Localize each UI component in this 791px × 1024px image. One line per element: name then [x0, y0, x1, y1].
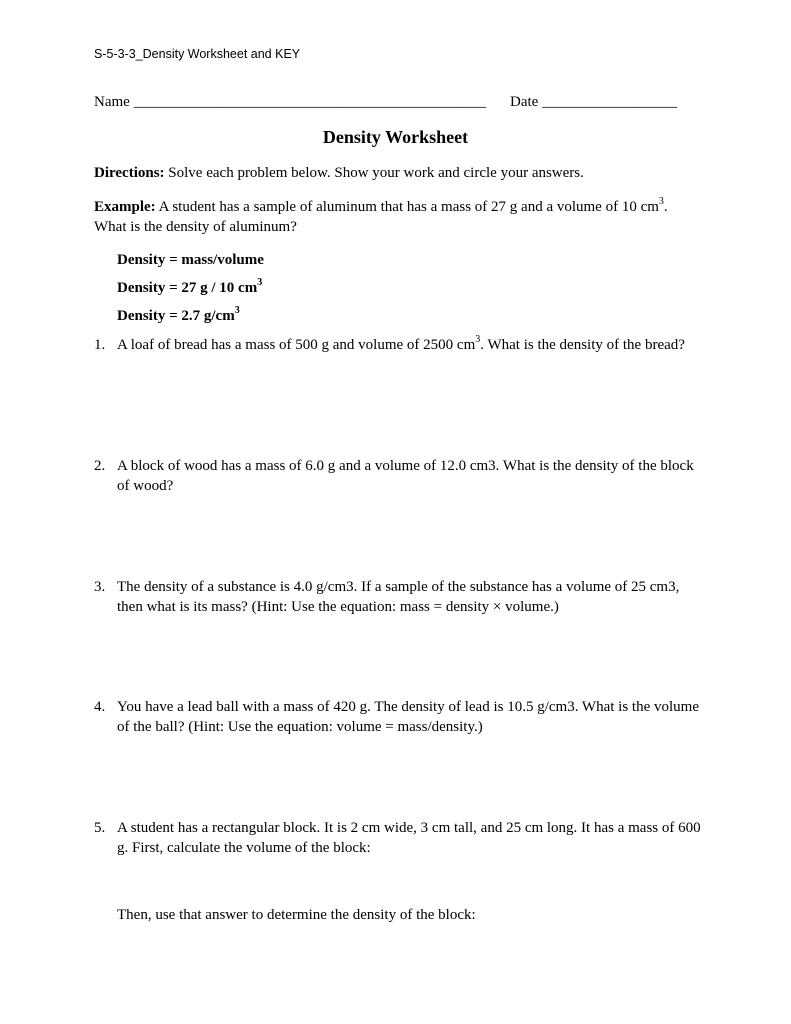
example-line-2: What is the density of aluminum?	[94, 219, 297, 235]
question-5-number: 5.	[94, 820, 106, 836]
formula-line-1: Density = mass/volume	[117, 252, 264, 268]
formula-line-2-sup: 3	[257, 277, 263, 288]
formula-line-3-text: Density = 2.7 g/cm	[117, 308, 235, 324]
example-line-1	[94, 197, 668, 217]
date-line: Date __________________	[510, 94, 678, 110]
question-3-text: The density of a substance is 4.0 g/cm3. If a sample of the substance has a volume of 25 cm3, then what is its mass? (Hint: Use the equation: mass = density × volume.)	[117, 579, 680, 615]
question-5-followup: Then, use that answer to determine the density of the block:	[117, 907, 476, 923]
question-2-number: 2.	[94, 458, 106, 474]
question-1-text-b: . What is the density of the bread?	[480, 337, 685, 353]
directions-text: Solve each problem below. Show your work and circle your answers.	[164, 165, 584, 181]
question-1-text	[117, 335, 707, 355]
example-text: A student has a sample of aluminum that has a mass of 27 g and a volume of 10 cm	[155, 199, 659, 215]
question-2-text: A block of wood has a mass of 6.0 g and a volume of 12.0 cm3. What is the density of the block of wood?	[117, 458, 694, 494]
formula-line-3-sup: 3	[234, 305, 240, 316]
directions-label: Directions:	[94, 165, 165, 181]
name-line: Name _______________________________________________	[94, 94, 487, 110]
directions	[94, 163, 584, 183]
question-1-text-a: A loaf of bread has a mass of 500 g and volume of 2500 cm	[117, 337, 476, 353]
document-header: S-5-3-3_Density Worksheet and KEY	[94, 47, 301, 61]
page-title: Density Worksheet	[322, 127, 469, 147]
formula-line-2	[117, 278, 262, 298]
formula-line-2-text: Density = 27 g / 10 cm	[117, 280, 258, 296]
question-5-text: A student has a rectangular block. It is 2 cm wide, 3 cm tall, and 25 cm long. It has a mass of 600 g. First, calculate the volume of the block:	[117, 820, 701, 856]
question-4-text: You have a lead ball with a mass of 420 g. The density of lead is 10.5 g/cm3. What is the volume of the ball? (Hint: Use the equation: volume = mass/density.)	[117, 699, 699, 735]
question-3-number: 3.	[94, 579, 106, 595]
example-superscript: 3	[658, 196, 664, 207]
example-label: Example:	[94, 199, 156, 215]
question-1-sup: 3	[475, 334, 481, 345]
question-1-number: 1.	[94, 337, 106, 353]
question-4-number: 4.	[94, 699, 106, 715]
example-end: .	[663, 199, 668, 215]
formula-line-3	[117, 306, 240, 326]
